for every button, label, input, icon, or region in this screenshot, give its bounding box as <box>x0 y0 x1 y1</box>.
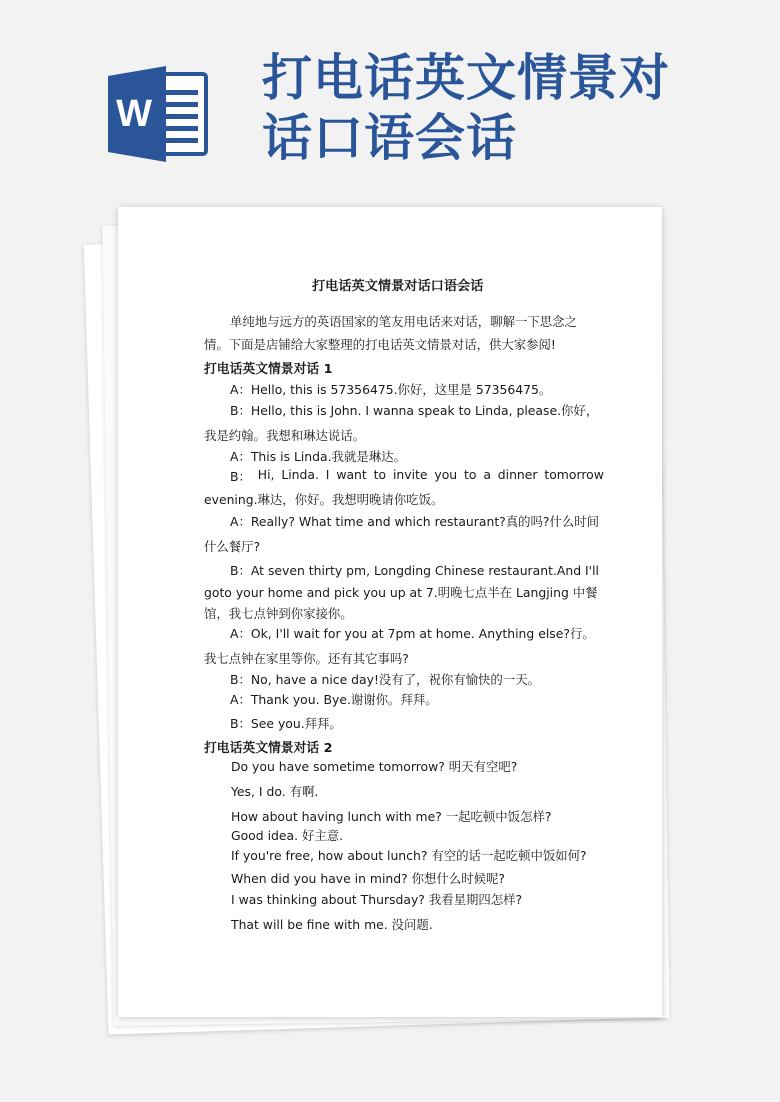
dialog1-line-8: B：No, have a nice day!没有了，祝你有愉快的一天。 <box>230 672 540 687</box>
hero-title-line1: 打电话英文情景对 <box>262 48 670 107</box>
dialog1-line-6a: B：At seven thirty pm, Longding Chinese restaurant.And I'll <box>230 563 599 578</box>
justified-word: I <box>325 467 330 482</box>
dialog1-line-3: A：This is Linda.我就是琳达。 <box>230 449 406 464</box>
dialog1-line-6b: goto your home and pick you up at 7.明晚七点半在 Langjing 中餐 <box>204 585 598 600</box>
justified-word: tomorrow <box>544 467 604 482</box>
dialog1-line-2a: B：Hello, this is John. I wanna speak to Linda, please.你好， <box>230 403 599 418</box>
dialog2-line-3: How about having lunch with me? 一起吃顿中饭怎样? <box>231 809 552 824</box>
justified-word: Hi, <box>257 467 275 482</box>
dialog1-line-5b: 什么餐厅? <box>204 539 261 554</box>
dialog2-line-6: When did you have in mind? 你想什么时候呢? <box>231 871 505 886</box>
dialog1-line-6c: 馆，我七点钟到你家接你。 <box>204 606 353 621</box>
justified-word: dinner <box>497 467 538 482</box>
word-logo-letter: W <box>116 93 152 135</box>
dialog2-line-1: Do you have sometime tomorrow? 明天有空吧? <box>231 759 518 774</box>
dialog1-line-7a: A：Ok, I'll wait for you at 7pm at home. Anything else?行。 <box>230 626 595 641</box>
dialog1-line-2b: 我是约翰。我想和琳达说话。 <box>204 428 366 443</box>
hero-title-line2: 话口语会话 <box>262 108 517 167</box>
intro-line-2: 情。下面是店铺给大家整理的打电话英文情景对话，供大家参阅! <box>204 337 556 352</box>
document-page <box>118 207 662 1017</box>
word-doc-icon <box>108 66 208 162</box>
section-heading-1: 打电话英文情景对话 1 <box>204 362 333 377</box>
justified-word: invite <box>392 467 428 482</box>
justified-word: you <box>434 467 458 482</box>
dialog1-line-10: B：See you.拜拜。 <box>230 716 342 731</box>
dialog1-line-1: A：Hello, this is 57356475.你好，这里是 57356475。 <box>230 382 552 397</box>
dialog2-line-2: Yes, I do. 有啊. <box>231 784 319 799</box>
document-title: 打电话英文情景对话口语会话 <box>312 279 484 294</box>
dialog2-line-7: I was thinking about Thursday? 我看星期四怎样? <box>231 892 523 907</box>
dialog1-line-9: A：Thank you. Bye.谢谢你。拜拜。 <box>230 692 438 707</box>
dialog2-line-8: That will be fine with me. 没问题. <box>231 917 433 932</box>
hero-title <box>262 48 762 168</box>
justified-word: want <box>336 467 367 482</box>
justified-word: to <box>464 467 477 482</box>
section-heading-2: 打电话英文情景对话 2 <box>204 741 333 756</box>
justified-word: B： <box>230 469 251 484</box>
justified-word: to <box>373 467 387 482</box>
dialog1-line-5a: A：Really? What time and which restaurant?真的吗?什么时间 <box>230 514 600 529</box>
intro-line-1: 单纯地与远方的英语国家的笔友用电话来对话，聊解一下思念之 <box>230 314 577 329</box>
justified-word: Linda. <box>281 467 319 482</box>
dialog1-line-4a <box>230 467 604 485</box>
dialog1-line-4b: evening.琳达，你好。我想明晚请你吃饭。 <box>204 492 444 507</box>
dialog2-line-5: If you're free, how about lunch? 有空的话一起吃顿中饭如何? <box>231 848 587 863</box>
dialog1-line-7b: 我七点钟在家里等你。还有其它事吗? <box>204 651 409 666</box>
dialog2-line-4: Good idea. 好主意. <box>231 828 344 843</box>
justified-word: a <box>483 467 491 482</box>
